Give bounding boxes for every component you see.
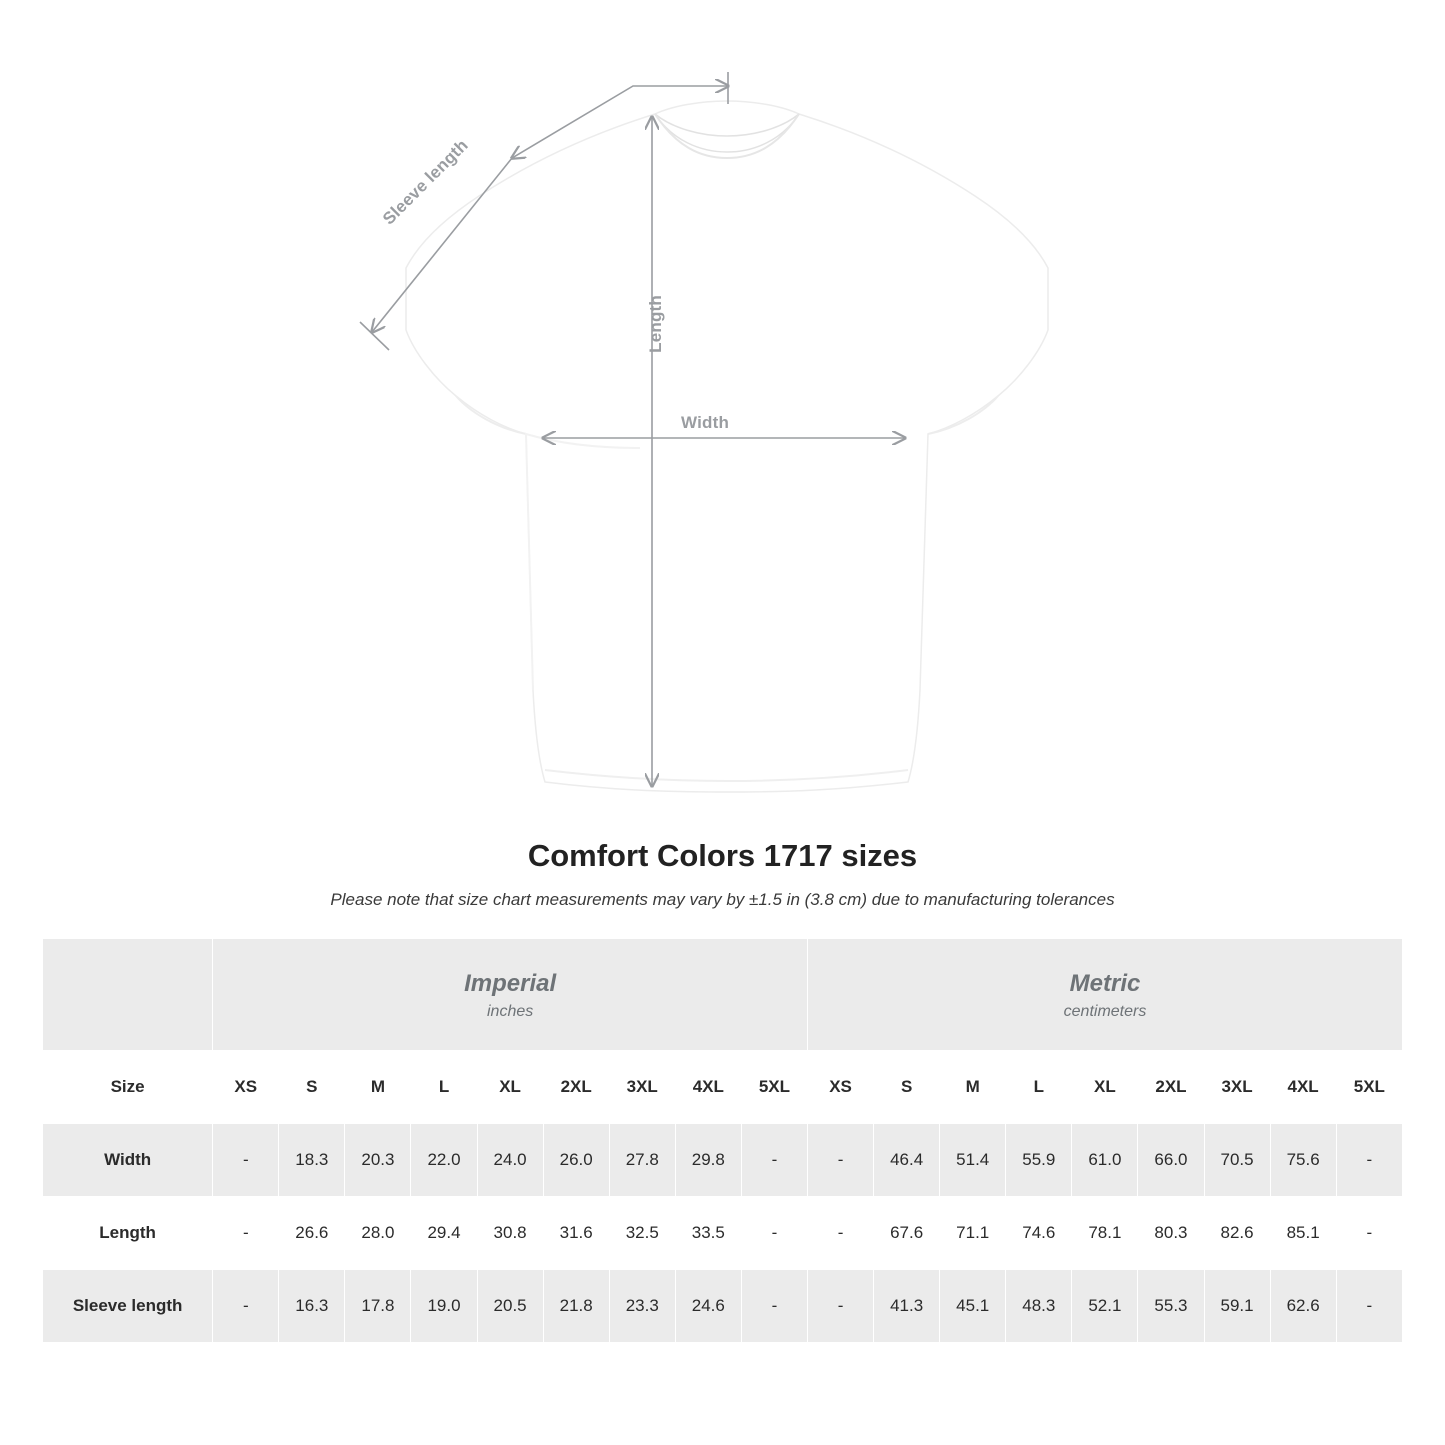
size-header-cell: 2XL <box>1138 1051 1204 1124</box>
size-header-label: Size <box>43 1051 213 1124</box>
unit-group-sub: centimeters <box>1063 1002 1147 1020</box>
measurement-cell-metric: - <box>808 1197 874 1270</box>
measurement-cell-metric: 78.1 <box>1072 1197 1138 1270</box>
title-block <box>0 838 1445 910</box>
measurement-cell-imperial: 29.8 <box>675 1124 741 1197</box>
measurement-cell-imperial: 30.8 <box>477 1197 543 1270</box>
width-label: Width <box>681 413 730 432</box>
measurement-cell-metric: 75.6 <box>1270 1124 1336 1197</box>
unit-group-metric <box>808 939 1403 1051</box>
size-header-cell: S <box>279 1051 345 1124</box>
table-row <box>43 1270 1403 1343</box>
size-header-cell: XS <box>213 1051 279 1124</box>
unit-group-name: Imperial <box>464 969 557 997</box>
measurement-cell-metric: 71.1 <box>940 1197 1006 1270</box>
size-header-cell: 5XL <box>1336 1051 1402 1124</box>
measurement-cell-imperial: 24.0 <box>477 1124 543 1197</box>
row-label: Length <box>43 1197 213 1270</box>
measurement-cell-imperial: 24.6 <box>675 1270 741 1343</box>
size-header-cell: XL <box>1072 1051 1138 1124</box>
measurement-cell-imperial: - <box>213 1270 279 1343</box>
measurement-cell-metric: 41.3 <box>874 1270 940 1343</box>
measurement-cell-metric: 51.4 <box>940 1124 1006 1197</box>
measurement-cell-imperial: 17.8 <box>345 1270 411 1343</box>
size-header-cell: XS <box>808 1051 874 1124</box>
size-header-cell: 3XL <box>609 1051 675 1124</box>
tshirt-shape <box>406 101 1048 792</box>
measurement-cell-imperial: - <box>213 1124 279 1197</box>
unit-group-name: Metric <box>1069 969 1141 997</box>
measurement-cell-imperial: 28.0 <box>345 1197 411 1270</box>
measurement-cell-metric: 45.1 <box>940 1270 1006 1343</box>
measurement-cell-imperial: 20.3 <box>345 1124 411 1197</box>
measurement-cell-imperial: 22.0 <box>411 1124 477 1197</box>
size-header-cell: M <box>940 1051 1006 1124</box>
measurement-cell-metric: 52.1 <box>1072 1270 1138 1343</box>
measurement-cell-metric: 55.3 <box>1138 1270 1204 1343</box>
measurement-cell-metric: - <box>808 1270 874 1343</box>
measurement-cell-imperial: 16.3 <box>279 1270 345 1343</box>
measurement-cell-metric: - <box>1336 1124 1402 1197</box>
measurement-cell-metric: 46.4 <box>874 1124 940 1197</box>
measurement-cell-imperial: 23.3 <box>609 1270 675 1343</box>
measurement-cell-imperial: 21.8 <box>543 1270 609 1343</box>
size-header-cell: S <box>874 1051 940 1124</box>
measurement-cell-metric: 59.1 <box>1204 1270 1270 1343</box>
measurement-cell-imperial: 26.0 <box>543 1124 609 1197</box>
unit-group-imperial <box>213 939 808 1051</box>
row-label: Width <box>43 1124 213 1197</box>
measurement-cell-metric: 70.5 <box>1204 1124 1270 1197</box>
measurement-cell-imperial: 26.6 <box>279 1197 345 1270</box>
page-title: Comfort Colors 1717 sizes <box>527 838 918 873</box>
measurement-cell-metric: 85.1 <box>1270 1197 1336 1270</box>
size-header-cell: 4XL <box>675 1051 741 1124</box>
measurement-cell-imperial: 19.0 <box>411 1270 477 1343</box>
size-chart-table <box>42 938 1403 1343</box>
unit-group-sub: inches <box>487 1002 534 1020</box>
size-table-wrapper <box>42 938 1403 1343</box>
measurement-cell-imperial: - <box>213 1197 279 1270</box>
size-header-cell: 5XL <box>741 1051 807 1124</box>
length-label: Length <box>646 295 665 353</box>
measurement-cell-metric: 61.0 <box>1072 1124 1138 1197</box>
measurement-cell-imperial: 27.8 <box>609 1124 675 1197</box>
unit-header-row <box>43 939 1403 1051</box>
size-header-row <box>43 1051 1403 1124</box>
size-header-cell: M <box>345 1051 411 1124</box>
size-header-cell: 2XL <box>543 1051 609 1124</box>
measurement-cell-metric: 62.6 <box>1270 1270 1336 1343</box>
size-header-cell: L <box>411 1051 477 1124</box>
measurement-cell-imperial: 33.5 <box>675 1197 741 1270</box>
measurement-cell-metric: 82.6 <box>1204 1197 1270 1270</box>
unit-header-spacer <box>43 939 213 1051</box>
table-row <box>43 1124 1403 1197</box>
measurement-cell-metric: 74.6 <box>1006 1197 1072 1270</box>
row-label: Sleeve length <box>43 1270 213 1343</box>
measurement-cell-imperial: - <box>741 1270 807 1343</box>
measurement-cell-metric: - <box>1336 1197 1402 1270</box>
measurement-cell-imperial: - <box>741 1197 807 1270</box>
measurement-cell-metric: - <box>1336 1270 1402 1343</box>
table-row <box>43 1197 1403 1270</box>
measurement-cell-imperial: 18.3 <box>279 1124 345 1197</box>
measurement-cell-imperial: - <box>741 1124 807 1197</box>
size-header-cell: 3XL <box>1204 1051 1270 1124</box>
tolerance-note: Please note that size chart measurements may vary by ±1.5 in (3.8 cm) due to manufacturing tolerances <box>330 890 1115 909</box>
sleeve-length-label: Sleeve length <box>379 135 472 229</box>
size-header-cell: XL <box>477 1051 543 1124</box>
measurement-cell-imperial: 20.5 <box>477 1270 543 1343</box>
measurement-cell-imperial: 31.6 <box>543 1197 609 1270</box>
measurement-cell-metric: 67.6 <box>874 1197 940 1270</box>
measurement-cell-metric: 55.9 <box>1006 1124 1072 1197</box>
measurement-cell-metric: 66.0 <box>1138 1124 1204 1197</box>
measurement-cell-metric: 80.3 <box>1138 1197 1204 1270</box>
measurement-cell-imperial: 32.5 <box>609 1197 675 1270</box>
size-header-cell: 4XL <box>1270 1051 1336 1124</box>
size-header-cell: L <box>1006 1051 1072 1124</box>
measurement-cell-metric: - <box>808 1124 874 1197</box>
measurement-cell-imperial: 29.4 <box>411 1197 477 1270</box>
measurement-cell-metric: 48.3 <box>1006 1270 1072 1343</box>
